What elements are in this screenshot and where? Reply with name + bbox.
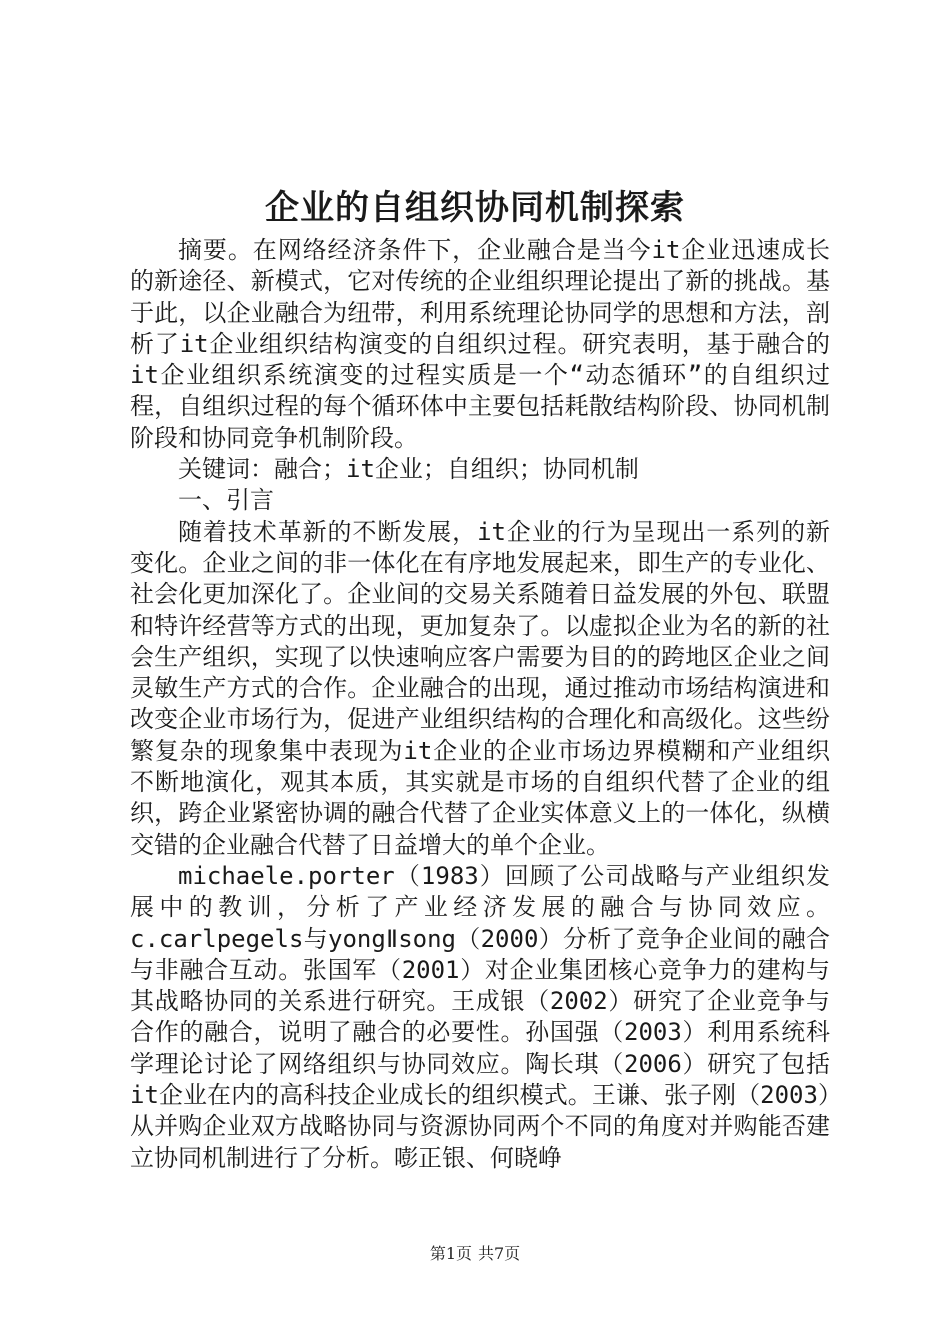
page-number: 第1页 <box>429 1244 472 1263</box>
document-body <box>130 235 830 1174</box>
page-footer <box>0 1244 950 1264</box>
body-paragraph: 随着技术革新的不断发展，it企业的行为呈现出一系列的新变化。企业之间的非一体化在有序地发展起来，即生产的专业化、社会化更加深化了。企业间的交易关系随着日益发展的外包、联盟和特许经营等方式的出现，更加复杂了。以虚拟企业为名的新的社会生产组织，实现了以快速响应客户需要为目的的跨地区企业之间灵敏生产方式的合作。企业融合的出现，通过推动市场结构演进和改变企业市场行为，促进产业组织结构的合理化和高级化。这些纷繁复杂的现象集中表现为it企业的企业市场边界模糊和产业组织不断地演化，观其本质，其实就是市场的自组织代替了企业的组织，跨企业紧密协调的融合代替了企业实体意义上的一体化，纵横交错的企业融合代替了日益增大的单个企业。 <box>130 517 830 859</box>
keywords-paragraph: 关键词：融合；it企业；自组织；协同机制 <box>178 455 639 484</box>
abstract-paragraph: 摘要。在网络经济条件下，企业融合是当今it企业迅速成长的新途径、新模式，它对传统的企业组织理论提出了新的挑战。基于此，以企业融合为纽带，利用系统理论协同学的思想和方法，剖析了it企业组织结构演变的自组织过程。研究表明，基于融合的it企业组织系统演变的过程实质是一个“动态循环”的自组织过程，自组织过程的每个循环体中主要包括耗散结构阶段、协同机制阶段和协同竞争机制阶段。 <box>130 236 830 452</box>
total-pages: 共7页 <box>478 1244 521 1263</box>
section-heading-introduction: 一、引言 <box>178 486 274 515</box>
document-title: 企业的自组织协同机制探索 <box>265 188 685 228</box>
body-paragraph: michaele.porter（1983）回顾了公司战略与产业组织发展中的教训，分析了产业经济发展的融合与协同效应。c.carlpegels与yongⅡsong（2000）分析了竞争企业间的融合与非融合互动。张国军（2001）对企业集团核心竞争力的建构与其战略协同的关系进行研究。王成银（2002）研究了企业竞争与合作的融合，说明了融合的必要性。孙国强（2003）利用系统科学理论讨论了网络组织与协同效应。陶长琪（2006）研究了包括it企业在内的高科技企业成长的组织模式。王谦、张子刚（2003）从并购企业双方战略协同与资源协同两个不同的角度对并购能否建立协同机制进行了分析。嘭正银、何晓峥 <box>130 861 830 1172</box>
